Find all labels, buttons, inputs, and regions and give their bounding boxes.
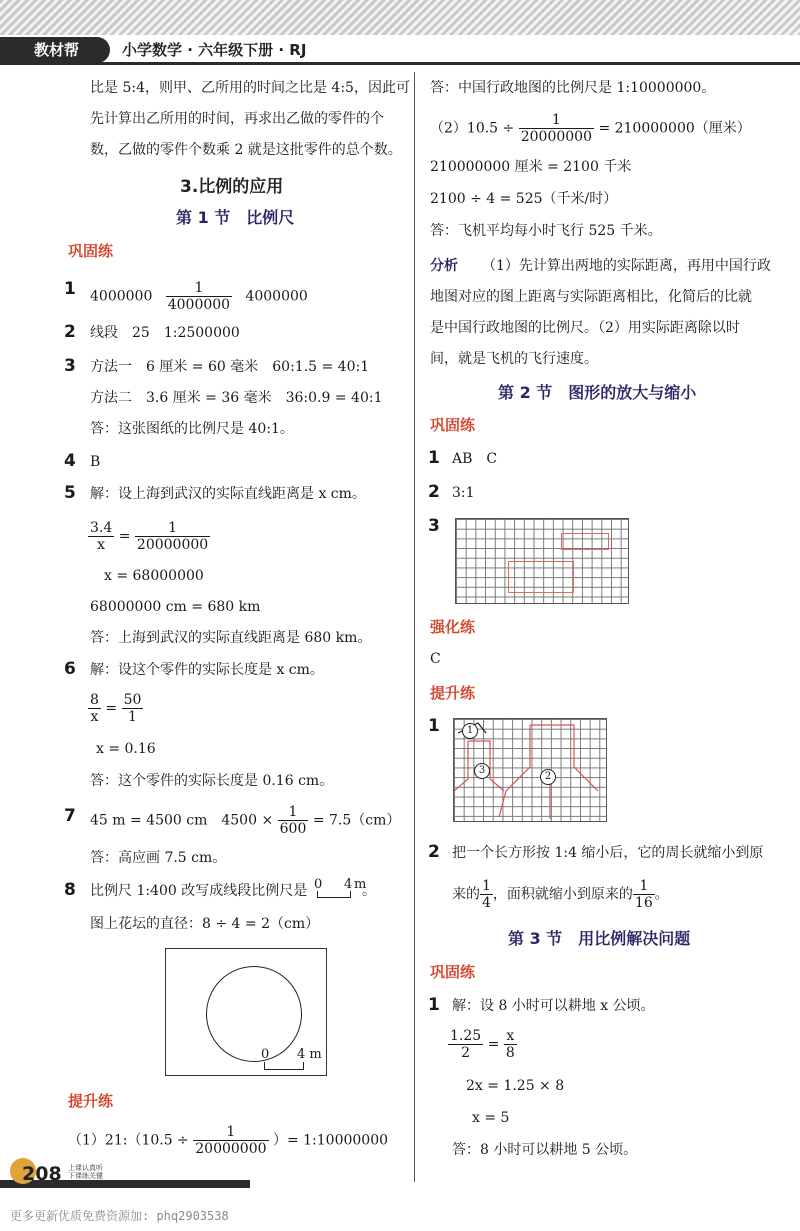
r-s1-step: 2x = 1.25 × 8 [466,1078,565,1094]
analysis-line-3: 是中国行政地图的比例尺。（2）用实际距离除以时 [430,320,740,336]
section-title-2: 第 2 节 图形的放大与缩小 [498,383,697,402]
question-number: 3 [428,516,440,536]
intro-line-2: 先计算出乙所用的时间，再求出乙做的零件的个 [90,111,384,127]
r-calc-2: （2）10.5 ÷ $\frac{1}{20000000}$ = 210000000（厘米） [430,112,751,145]
question-number: 1 [428,716,440,736]
question-number: 2 [428,842,440,862]
chapter-title: 3.比例的应用 [180,177,284,197]
page-number: 208 [22,1163,62,1185]
grid-figure-shapes [453,718,607,822]
q8-text: 比例尺 1:400 改写成线段比例尺是 [90,883,308,899]
r-s1-proportion: $\frac{1.25}{2}$ = $\frac{x}{8}$ [450,1028,515,1061]
circle-label-2: 2 [540,769,556,785]
question-number: 5 [64,483,76,503]
line-scale-bar: 0 4 m [314,877,360,901]
section-title-1: 第 1 节 比例尺 [176,208,295,227]
q5-step: x = 68000000 [104,568,204,584]
question-number: 4 [64,451,76,471]
r-speed: 2100 ÷ 4 = 525（千米/时） [430,191,618,207]
brand-label: 教材帮 [0,37,110,63]
header-pattern [0,0,800,40]
intro-line-3: 数，乙做的零件个数乘 2 就是这批零件的总个数。 [90,142,402,158]
question-number: 8 [64,880,76,900]
page-header [0,0,800,62]
r-q2-answer: 3:1 [452,485,475,501]
q3-answer: 答：这张图纸的比例尺是 40:1。 [90,421,294,437]
practice-label-improve: 提升练 [68,1092,114,1110]
r-p2-line-1: 把一个长方形按 1:4 缩小后，它的周长就缩小到原 [452,845,764,861]
figure-scale-bar [264,1062,304,1070]
q8-period: 。 [362,883,376,899]
analysis-label: 分析 [430,258,458,274]
practice-label-strengthen: 强化练 [430,618,476,636]
q3-method-1: 方法一 6 厘米 = 60 毫米 60:1.5 = 40:1 [90,359,370,375]
r-p2-line-2: 来的 $\frac{1}{4}$ ，面积就缩小到原来的 $\frac{1}{16}$ 。 [452,878,669,911]
q6-step: x = 0.16 [96,741,156,757]
question-number: 1 [428,448,440,468]
q4-answer: B [90,454,101,470]
q7-answer: 答：高应画 7.5 cm。 [90,850,227,866]
q5-setup: 解：设上海到武汉的实际直线距离是 x cm。 [90,486,366,502]
q5-proportion: $\frac{3.4}{x}$ = $\frac{1}{20000000}$ [90,520,209,553]
large-rectangle [508,561,574,593]
r-s1-result: x = 5 [472,1110,510,1126]
r-answer-2: 答：飞机平均每小时飞行 525 千米。 [430,223,662,239]
practice-label-consolidate: 巩固练 [430,963,476,981]
figure-scale-zero: 0 [261,1047,270,1062]
q6-setup: 解：设这个零件的实际长度是 x cm。 [90,662,324,678]
figure-scale-end: 4 m [297,1047,322,1062]
r-q1-answer: AB C [452,451,498,467]
q5-answer: 答：上海到武汉的实际直线距离是 680 km。 [90,630,372,646]
q6-proportion: $\frac{8}{x}$ = $\frac{50}{1}$ [90,692,142,725]
q3-method-2: 方法二 3.6 厘米 = 36 毫米 36:0.9 = 40:1 [90,390,383,406]
column-divider [414,72,415,1182]
circle-label-1: 1 [462,723,478,739]
intro-line-1: 比是 5:4，则甲、乙所用的时间之比是 4:5，因此可 [90,80,410,96]
practice-label-improve: 提升练 [430,684,476,702]
header-bar [0,35,800,62]
analysis-line-1: （1）先计算出两地的实际距离，再用中国行政 [482,258,771,274]
header-rule [0,62,800,65]
question-number: 2 [64,322,76,342]
analysis-line-2: 地图对应的图上距离与实际距离相比，化简后的比就 [430,289,752,305]
watermark-text: 更多更新优质免费资源加: phq2903538 [10,1209,229,1223]
r-s1-answer: 答：8 小时可以耕地 5 公顷。 [452,1142,638,1158]
q1-answer: 4000000 $\frac{1}{4000000}$ 4000000 [90,280,308,313]
q2-answer: 线段 25 1:2500000 [90,325,240,341]
book-title: 小学数学 · 六年级下册 · RJ [122,41,307,59]
grid-figure-enlarge [455,518,629,604]
q5-conversion: 68000000 cm = 680 km [90,599,261,615]
strengthen-answer: C [430,651,441,667]
section-title-3: 第 3 节 用比例解决问题 [508,929,691,948]
question-number: 6 [64,659,76,679]
r-conversion: 210000000 厘米 = 2100 千米 [430,159,632,175]
q6-answer: 答：这个零件的实际长度是 0.16 cm。 [90,773,334,789]
r-answer-1: 答：中国行政地图的比例尺是 1:10000000。 [430,80,716,96]
r-s1-setup: 解：设 8 小时可以耕地 x 公顷。 [452,998,655,1014]
question-number: 3 [64,356,76,376]
question-number: 2 [428,482,440,502]
fraction: $\frac{1}{4000000}$ [167,280,231,313]
practice-label-consolidate: 巩固练 [430,416,476,434]
analysis-line-4: 间，就是飞机的飞行速度。 [430,351,598,367]
circle-shape [206,966,302,1062]
footer-tagline: 上课认真听 下课练关键 [68,1164,103,1180]
q8-diameter: 图上花坛的直径：8 ÷ 4 = 2（cm） [90,916,320,932]
circle-label-3: 3 [474,763,490,779]
q7-calculation: 45 m = 4500 cm 4500 × $\frac{1}{600}$ = 7.5（cm） [90,804,401,837]
flowerbed-figure [165,948,327,1076]
question-number: 1 [428,995,440,1015]
small-rectangle [561,533,609,550]
question-number: 1 [64,279,76,299]
improve-answer: （1）21:（10.5 ÷ $\frac{1}{20000000}$ ）= 1:10000000 [68,1124,389,1157]
practice-label-consolidate: 巩固练 [68,242,114,260]
question-number: 7 [64,806,76,826]
